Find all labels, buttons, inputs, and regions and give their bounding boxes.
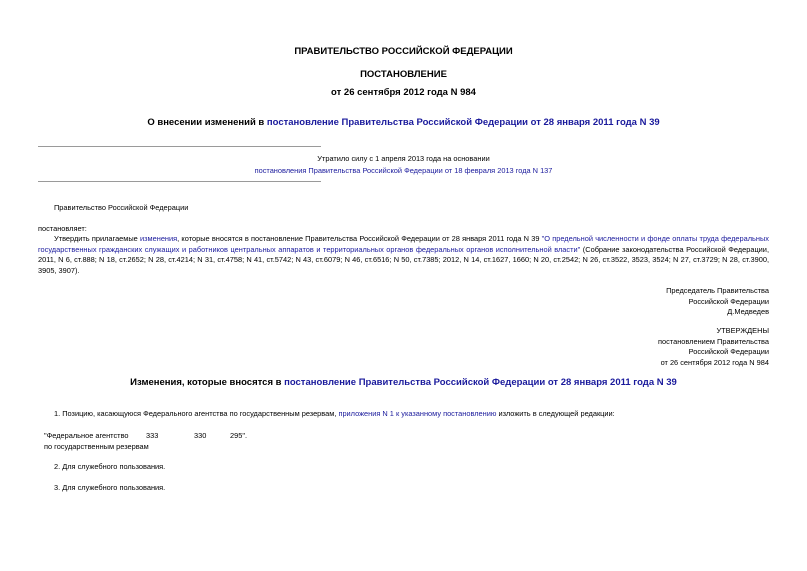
approve-mid: , которые вносятся в постановление Правительства Российской Федерации от 28 января 2011 года N 39	[177, 234, 542, 243]
signature-country: Российской Федерации	[688, 296, 769, 306]
government-heading: ПРАВИТЕЛЬСТВО РОССИЙСКОЙ ФЕДЕРАЦИИ	[294, 46, 513, 57]
approve-changes-link[interactable]: изменения	[140, 234, 178, 243]
item1-prefix: 1. Позицию, касающуюся Федерального агентства по государственным резервам,	[54, 409, 339, 418]
document-type: ПОСТАНОВЛЕНИЕ	[360, 69, 447, 80]
item1-suffix: изложить в следующей редакции:	[496, 409, 615, 418]
approved-heading: УТВЕРЖДЕНЫ	[716, 326, 769, 335]
signature-block	[469, 286, 769, 318]
expired-notice-link[interactable]: постановления Правительства Российской Федерации от 18 февраля 2013 года N 137	[254, 166, 553, 175]
table-value-2: 330	[194, 431, 207, 440]
divider-top	[38, 146, 321, 147]
changes-item-1	[54, 409, 615, 420]
approve-prefix: Утвердить прилагаемые	[54, 234, 141, 243]
table-name-line2: по государственным резервам	[44, 442, 149, 451]
divider-bottom	[38, 181, 321, 182]
changes-title-link[interactable]: постановление Правительства Российской Федерации от 28 января 2011 года N 39	[284, 377, 677, 388]
signature-name: Д.Медведев	[727, 307, 769, 316]
document-date-number: от 26 сентября 2012 года N 984	[331, 87, 476, 98]
table-value-1: 333	[146, 431, 159, 440]
changes-title-prefix: Изменения, которые вносятся в	[130, 377, 285, 388]
document-title-prefix: О внесении изменений в	[147, 117, 267, 128]
table-name-line1: "Федеральное агентство	[44, 431, 129, 440]
approved-block	[469, 326, 769, 368]
changes-item-2: 2. Для служебного пользования.	[54, 462, 166, 471]
document-title-link[interactable]: постановление Правительства Российской Федерации от 28 января 2011 года N 39	[266, 117, 660, 128]
item1-link[interactable]: приложения N 1 к указанному постановлению	[338, 409, 497, 418]
table-value-3: 295".	[230, 431, 248, 440]
body-government: Правительство Российской Федерации	[54, 203, 189, 212]
body-resolves: постановляет:	[38, 224, 87, 233]
changes-title	[0, 377, 807, 388]
approved-by: постановлением Правительства	[658, 336, 769, 346]
approved-country: Российской Федерации	[688, 347, 769, 356]
approved-date: от 26 сентября 2012 года N 984	[660, 357, 769, 367]
body-approve-paragraph	[38, 234, 769, 276]
signature-position: Председатель Правительства	[666, 286, 769, 295]
approve-resolution-link[interactable]: "О предельной численности и фонде оплаты труда федеральных государственных гражданских служащих и работников центральных аппаратов и территориальных органов федеральных органов исполнительной власти"	[38, 234, 769, 254]
changes-item-3: 3. Для служебного пользования.	[54, 483, 166, 492]
document-title	[0, 117, 807, 128]
approve-suffix: (Собрание законодательства Российской Федерации, 2011, N 6, ст.888; N 18, ст.2652; N 28, ст.4214; N 31, ст.4758; N 41, ст.5742; N 43, ст.6079; N 46, ст.6516; N 50, ст.7385; 2012, N 14, ст.1627, 1660; N 20, ст.2542; N 26, ст.3522, 3523, 3524; N 27, ст.3729; N 28, ст.3900, 3905, 3907).	[38, 244, 769, 275]
expired-notice: Утратило силу с 1 апреля 2013 года на основании	[317, 154, 490, 163]
